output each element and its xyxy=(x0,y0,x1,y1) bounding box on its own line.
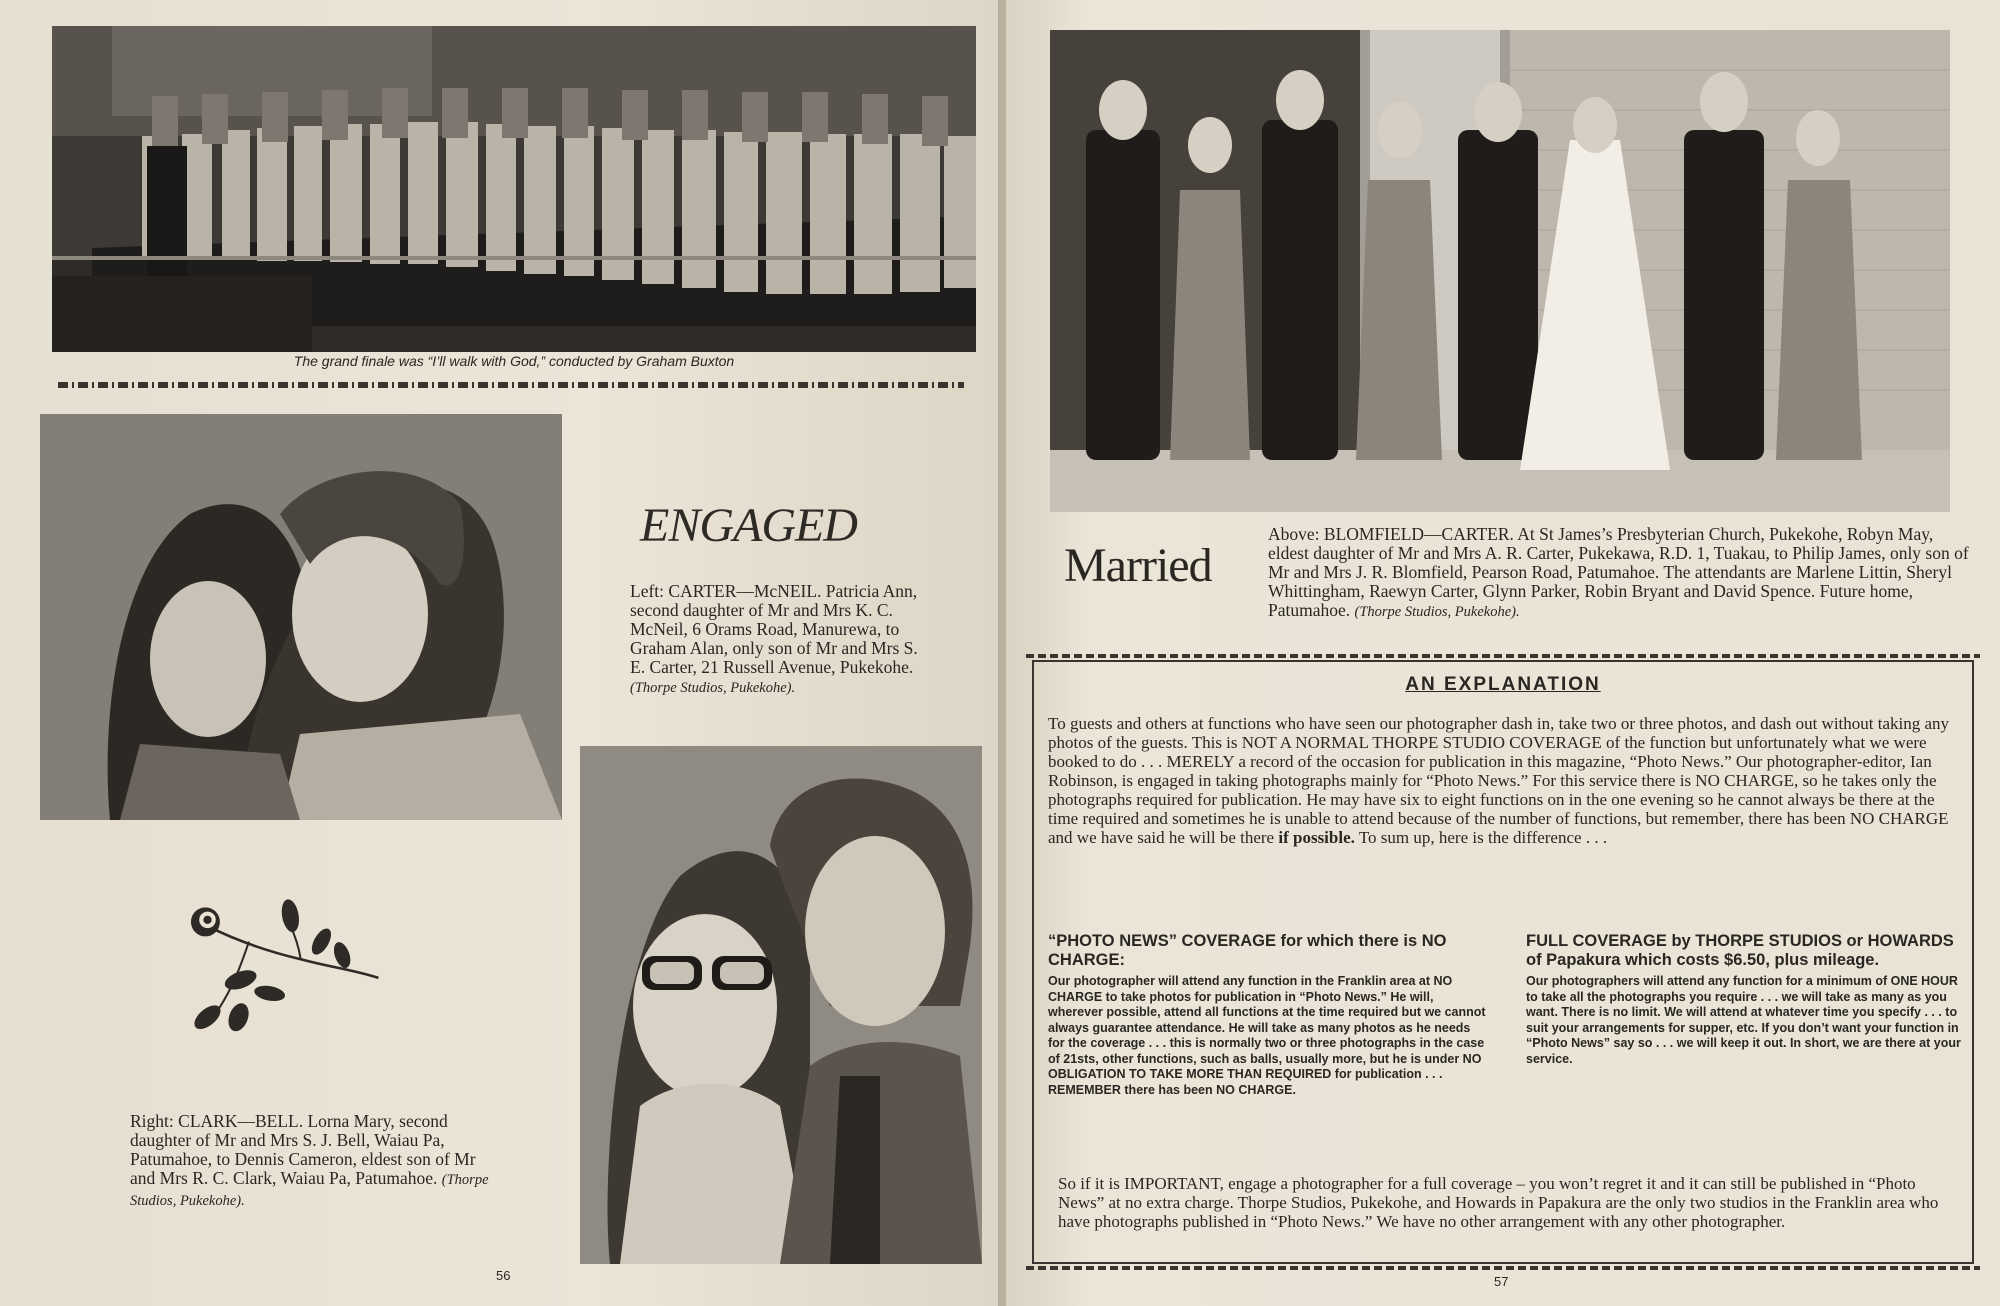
full-coverage-column xyxy=(1526,932,1962,1067)
photo-news-column xyxy=(1048,932,1488,1098)
engaged-left-label: Left: xyxy=(630,581,665,601)
engaged-couple-left-photo xyxy=(40,414,562,820)
engaged-left-text: Patricia Ann, second daughter of Mr and Mrs K. C. McNeil, 6 Orams Road, Manurewa, to Graham Alan, only son of Mr and Mrs S. E. Carter, 21 Russell Avenue, Pukekohe. xyxy=(630,581,918,677)
engaged-left-credit: (Thorpe Studios, Pukekohe). xyxy=(630,680,796,696)
engaged-couple-left-image xyxy=(40,414,562,820)
engaged-right-names: CLARK—BELL. xyxy=(178,1111,304,1131)
engaged-heading: ENGAGED xyxy=(640,499,857,552)
left-page-number: 56 xyxy=(496,1268,511,1283)
married-heading: Married xyxy=(1064,539,1212,592)
explanation-title: AN EXPLANATION xyxy=(1405,674,1601,695)
explanation-intro-bold: if possible. xyxy=(1278,828,1355,847)
full-coverage-heading: FULL COVERAGE by THORPE STUDIOS or HOWARDS of Papakura which costs $6.50, plus mileage. xyxy=(1526,932,1954,969)
left-divider xyxy=(58,382,964,388)
choir-photo-caption: The grand finale was “I’ll walk with God,” conducted by Graham Buxton xyxy=(293,353,735,369)
engaged-right-credit: (Thorpe Studios, Pukekohe). xyxy=(130,1172,489,1209)
married-credit: (Thorpe Studios, Pukekohe). xyxy=(1354,604,1520,620)
choir-photo-image xyxy=(52,26,976,352)
explanation-intro-end: To sum up, here is the difference . . . xyxy=(1358,828,1608,847)
married-text: Above: BLOMFIELD—CARTER. At St James’s Presbyterian Church, Pukekohe, Robyn May, eldest daughter of Mr and Mrs A. R. Carter, Pukekawa, R.D. 1, Tuakau, to Philip James, only son of Mr and Mrs J. R. Blomfield, Pearson Road, Patumahoe. The attendants are Marlene Littin, Sheryl Whittingham, Raewyn Carter, Glynn Parker, Robin Bryant and David Spence. Future home, Patumahoe. xyxy=(1268,524,1969,620)
engaged-right-announcement xyxy=(130,1112,490,1211)
explanation-closing-text: So if it is IMPORTANT, engage a photographer for a full coverage – you won’t regret it and it can still be published in “Photo News” at no extra charge. Thorpe Studios, Pukekohe, and Howards in Papakura are the only two studios in the Franklin area who have photographs published in “Photo News.” We have no other arrangement with any other photographer. xyxy=(1058,1174,1939,1231)
explanation-intro-text: To guests and others at functions who have seen our photographer dash in, take two or three photos, and dash out without taking any photos of the guests. This is NOT A NORMAL THORPE STUDIO COVERAGE of the function but unfortunately what we were booked to do . . . MERELY a record of the occasion for publication in this magazine, “Photo News.” Our photographer-editor, Ian Robinson, is engaged in taking photographs mainly for “Photo News.” For this service there is NO CHARGE, so he takes only the photographs required for publication. He may have six to eight functions on in the one evening so he cannot always be there at the time required and sometimes he is unable to attend because of the number of functions, but remember, there has been NO CHARGE and we have said he will be there xyxy=(1048,714,1950,847)
left-page xyxy=(0,0,998,1306)
engaged-left-names: CARTER—McNEIL. xyxy=(668,581,822,601)
explanation-box xyxy=(1032,660,1974,1264)
engaged-couple-right-image xyxy=(580,746,982,1264)
engaged-right-label: Right: xyxy=(130,1111,174,1131)
rose-icon xyxy=(175,895,385,1040)
engaged-couple-right-photo xyxy=(580,746,982,1264)
explanation-closing xyxy=(1058,1174,1948,1231)
engaged-right-text: Lorna Mary, second daughter of Mr and Mrs S. J. Bell, Waiau Pa, Patumahoe, to Dennis Cameron, eldest son of Mr and Mrs R. C. Clark, Waiau Pa, Patumahoe. xyxy=(130,1111,476,1188)
right-page-number: 57 xyxy=(1494,1274,1509,1289)
full-coverage-body: Our photographers will attend any function for a minimum of ONE HOUR to take all the photographs you require . . . we will take as many as you want. There is no limit. We will attend at whatever time you specify . . . to suit your arrangements for supper, etc. If you don’t want your function in “Photo News” say so . . . we will keep it out. In short, we are there at your service. xyxy=(1526,974,1961,1066)
explanation-intro xyxy=(1048,714,1958,847)
choir-photo xyxy=(52,26,976,352)
right-page xyxy=(1006,0,2000,1306)
married-announcement xyxy=(1268,525,1978,622)
wedding-photo-image xyxy=(1050,30,1950,512)
engaged-left-announcement xyxy=(630,582,935,698)
page-gutter xyxy=(998,0,1006,1306)
wedding-photo xyxy=(1050,30,1950,512)
photo-news-body: Our photographer will attend any function in the Franklin area at NO CHARGE to take photos for publication in “Photo News.” He will, wherever possible, attend all functions at the time required but we cannot always guarantee attendance. He will take as many photos as he needs for the coverage . . . this is normally two or three photographs in the case of 21sts, other functions, such as balls, usually more, but he is under NO OBLIGATION TO TAKE MORE THAN REQUIRED for publication . . . REMEMBER there has been NO CHARGE. xyxy=(1048,974,1486,1097)
photo-news-heading: “PHOTO NEWS” COVERAGE for which there is NO CHARGE: xyxy=(1048,932,1447,969)
